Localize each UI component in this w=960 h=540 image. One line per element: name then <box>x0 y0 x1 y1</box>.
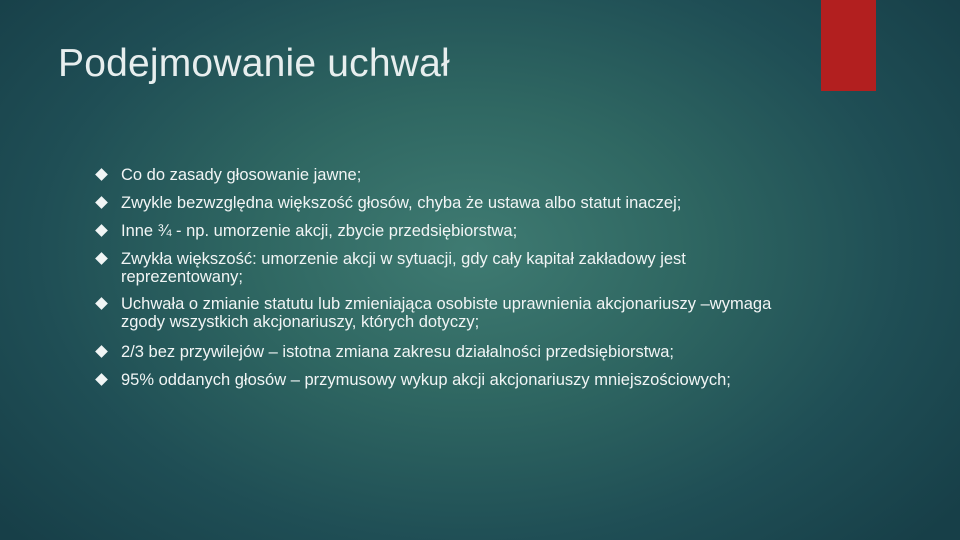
bullet-text: Zwykła większość: umorzenie akcji w sytuacji, gdy cały kapitał zakładowy jest reprezentowany; <box>121 250 686 286</box>
bullet-text: Uchwała o zmianie statutu lub zmieniająca osobiste uprawnienia akcjonariuszy –wymaga zgody wszystkich akcjonariuszy, których dotyczy; <box>121 295 772 331</box>
diamond-bullet-icon <box>95 222 121 235</box>
bullet-item <box>95 371 815 389</box>
diamond-bullet-icon <box>95 371 121 384</box>
diamond-bullet-icon <box>95 194 121 207</box>
bullet-item <box>95 222 815 240</box>
bullet-text: 2/3 bez przywilejów – istotna zmiana zakresu działalności przedsiębiorstwa; <box>121 343 675 361</box>
slide-title: Podejmowanie uchwał <box>58 42 450 85</box>
diamond-bullet-icon <box>95 343 121 356</box>
bullet-text: Zwykle bezwzględna większość głosów, chyba że ustawa albo statut inaczej; <box>121 194 682 212</box>
bullet-item <box>95 194 815 212</box>
accent-bar <box>821 0 876 91</box>
bullet-item <box>95 295 815 331</box>
bullet-item <box>95 250 815 286</box>
bullet-text: Inne ¾ - np. umorzenie akcji, zbycie przedsiębiorstwa; <box>121 222 518 240</box>
bullet-text: 95% oddanych głosów – przymusowy wykup akcji akcjonariuszy mniejszościowych; <box>121 371 731 389</box>
diamond-bullet-icon <box>95 250 121 263</box>
bullet-text: Co do zasady głosowanie jawne; <box>121 166 362 184</box>
bullet-item <box>95 343 815 361</box>
diamond-bullet-icon <box>95 295 121 308</box>
bullet-item <box>95 166 815 184</box>
diamond-bullet-icon <box>95 166 121 179</box>
